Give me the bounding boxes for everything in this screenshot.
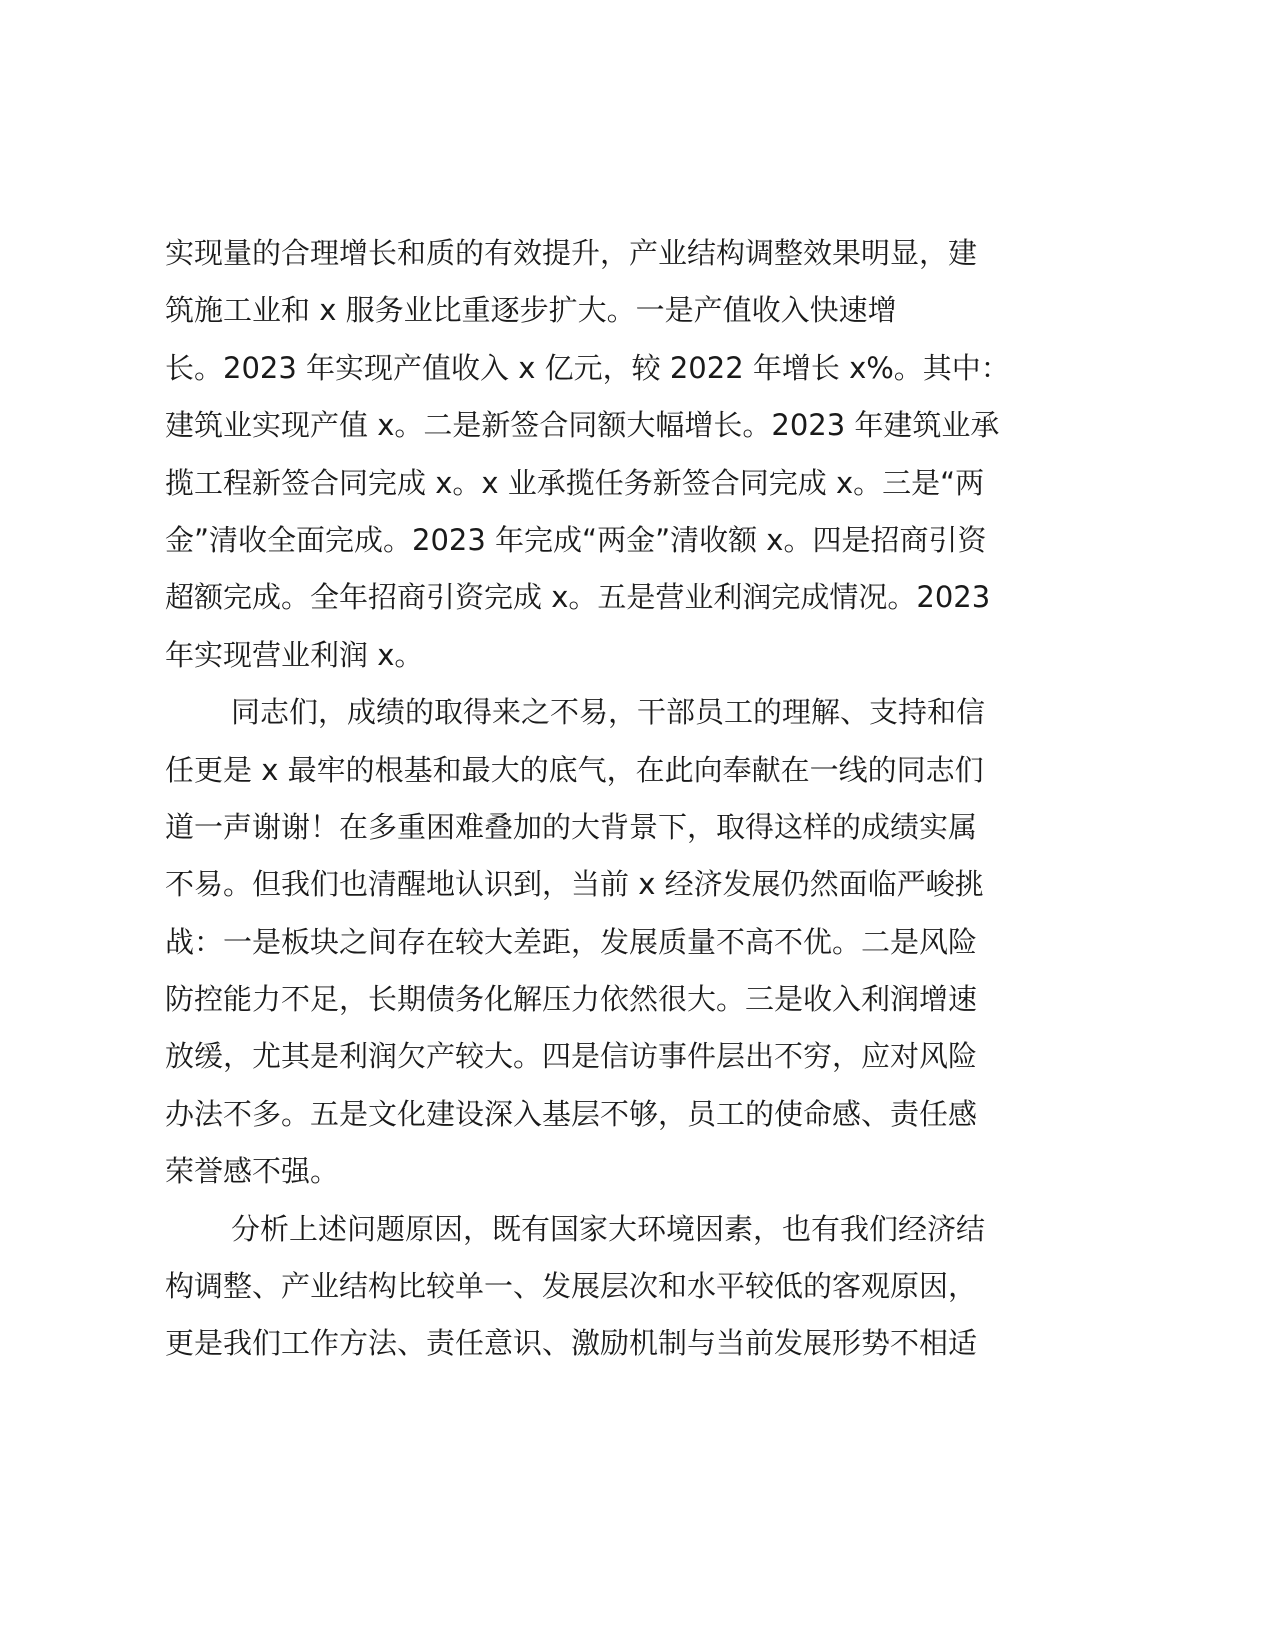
text-line: 长。2023 年实现产值收入 x 亿元，较 2022 年增长 x%。其中：: [165, 350, 1010, 385]
paragraph-2: [165, 684, 1105, 1201]
text-line: 年实现营业利润 x。: [165, 637, 424, 672]
paragraph-3: [165, 1201, 1105, 1373]
text-line: 办法不多。五是文化建设深入基层不够，员工的使命感、责任感: [165, 1096, 978, 1131]
text-line: 建筑业实现产值 x。二是新签合同额大幅增长。2023 年建筑业承: [165, 408, 1000, 443]
text-line: 道一声谢谢！在多重困难叠加的大背景下，取得这样的成绩实属: [165, 809, 978, 844]
paragraph-1: [165, 225, 1105, 684]
text-line: 战：一是板块之间存在较大差距，发展质量不高不优。二是风险: [165, 924, 978, 959]
text-line: 任更是 x 最牢的根基和最大的底气，在此向奉献在一线的同志们: [165, 752, 984, 787]
text-line: 分析上述问题原因，既有国家大环境因素，也有我们经济结: [231, 1211, 986, 1246]
text-line: 放缓，尤其是利润欠产较大。四是信访事件层出不穷，应对风险: [165, 1039, 978, 1074]
text-line: 揽工程新签合同完成 x。x 业承揽任务新签合同完成 x。三是“两: [165, 465, 985, 500]
text-line: 超额完成。全年招商引资完成 x。五是营业利润完成情况。2023: [165, 580, 991, 615]
text-line: 同志们，成绩的取得来之不易，干部员工的理解、支持和信: [231, 695, 986, 730]
document-body: [165, 225, 1105, 1373]
text-line: 金”清收全面完成。2023 年完成“两金”清收额 x。四是招商引资: [165, 522, 987, 557]
text-line: 不易。但我们也清醒地认识到，当前 x 经济发展仍然面临严峻挑: [165, 867, 984, 902]
text-line: 构调整、产业结构比较单一、发展层次和水平较低的客观原因，: [165, 1269, 978, 1304]
text-line: 荣誉感不强。: [165, 1154, 340, 1189]
text-line: 更是我们工作方法、责任意识、激励机制与当前发展形势不相适: [165, 1326, 978, 1361]
text-line: 筑施工业和 x 服务业比重逐步扩大。一是产值收入快速增: [165, 293, 897, 328]
text-line: 实现量的合理增长和质的有效提升，产业结构调整效果明显，建: [165, 236, 978, 270]
text-line: 防控能力不足，长期债务化解压力依然很大。三是收入利润增速: [165, 982, 978, 1017]
